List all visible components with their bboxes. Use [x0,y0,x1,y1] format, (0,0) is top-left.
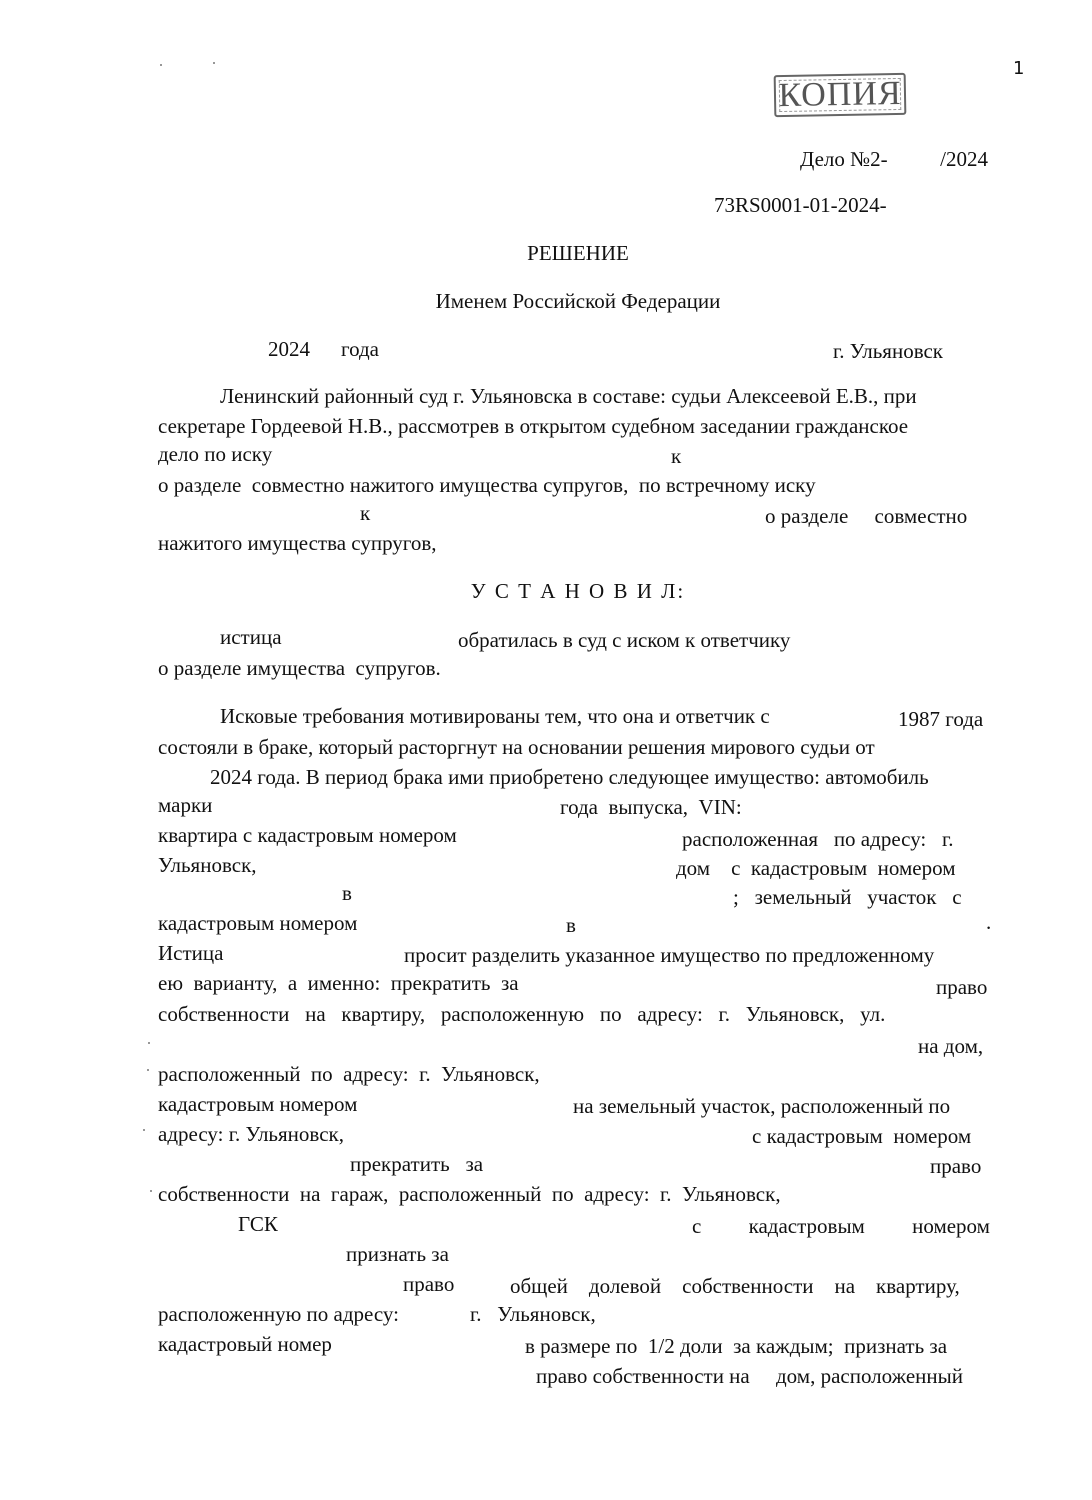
text-line: право собственности на дом, расположенный [536,1364,964,1388]
text-line: истица [220,625,282,649]
text-line: Ленинский районный суд г. Ульяновска в составе: судьи Алексеевой Е.В., при [220,384,917,408]
date-word: года [341,337,379,361]
text-line: кадастровым номером [158,911,358,935]
text-line: года выпуска, VIN: [560,795,742,819]
text-line: Исковые требования мотивированы тем, что она и ответчик с [220,704,770,728]
document-subtitle: Именем Российской Федерации [435,289,721,313]
page-number: 1 [1013,58,1025,79]
text-line: квартира с кадастровым номером [158,823,457,847]
text-line: признать за [346,1242,449,1266]
copy-stamp: КОПИЯ [774,73,907,117]
text-line: состояли в браке, который расторгнут на основании решения мирового судьи от [158,735,875,759]
text-line: расположенный по адресу: г. Ульяновск, [158,1062,540,1086]
text-line: право [930,1154,982,1178]
text-line: просит разделить указанное имущество по предложенному [404,943,935,967]
text-line: Истица [158,941,224,965]
text-line: марки [158,793,213,817]
text-line: дом с кадастровым номером [676,856,956,880]
date-year: 2024 [268,337,310,361]
text-line: нажитого имущества супругов, [158,531,437,555]
text-line: 2024 года. В период брака ими приобретено следующее имущество: автомобиль [210,765,929,789]
text-line: ею варианту, а именно: прекратить за [158,971,519,995]
text-line: с кадастровым номером [752,1124,972,1148]
text-line: собственности на гараж, расположенный по адресу: г. Ульяновск, [158,1182,781,1206]
text-line: в [342,881,352,905]
text-line: с кадастровым номером [692,1214,990,1238]
case-id: 73RS0001-01-2024- [714,193,887,217]
text-line: на земельный участок, расположенный по [573,1094,951,1118]
text-line: адресу: г. Ульяновск, [158,1122,344,1146]
scan-speck [160,64,162,66]
text-line: ГСК [238,1212,278,1236]
city: г. Ульяновск [833,339,944,363]
text-line: в [566,913,576,937]
text-line: обратилась в суд с иском к ответчику [458,628,791,652]
text-line: . [986,910,992,934]
text-line: ; земельный участок с [733,885,962,909]
text-line: дело по иску [158,442,273,466]
text-line: расположенная по адресу: г. [682,827,954,851]
text-line: на дом, [918,1034,984,1058]
text-line: общей долевой собственности на квартиру, [510,1274,960,1298]
section-heading: У С Т А Н О В И Л: [470,579,686,603]
text-line: кадастровый номер [158,1332,332,1356]
text-line: право [936,975,988,999]
text-line: право [403,1272,455,1296]
scan-speck [143,1129,145,1131]
text-line: о разделе совместно [765,504,968,528]
text-line: прекратить за [350,1152,484,1176]
text-line: секретаре Гордеевой Н.В., рассмотрев в открытом судебном заседании гражданское [158,414,909,438]
case-number: Дело №2- /2024 [800,147,988,171]
document-title: РЕШЕНИЕ [527,241,629,265]
scan-speck [213,62,215,64]
text-line: Ульяновск, [158,853,257,877]
text-line: о разделе совместно нажитого имущества супругов, по встречному иску [158,473,816,497]
text-line: к [671,444,682,468]
text-line: расположенную по адресу: [158,1302,399,1326]
scan-speck [148,1042,150,1044]
text-line: к [360,501,371,525]
text-line: кадастровым номером [158,1092,358,1116]
text-line: о разделе имущества супругов. [158,656,441,680]
scan-speck [147,1069,149,1071]
text-line: собственности на квартиру, расположенную по адресу: г. Ульяновск, ул. [158,1002,886,1026]
text-line: в размере по 1/2 доли за каждым; признать за [525,1334,948,1358]
text-line: г. Ульяновск, [470,1302,596,1326]
text-line: 1987 года [898,707,984,731]
scan-speck [150,1190,152,1192]
